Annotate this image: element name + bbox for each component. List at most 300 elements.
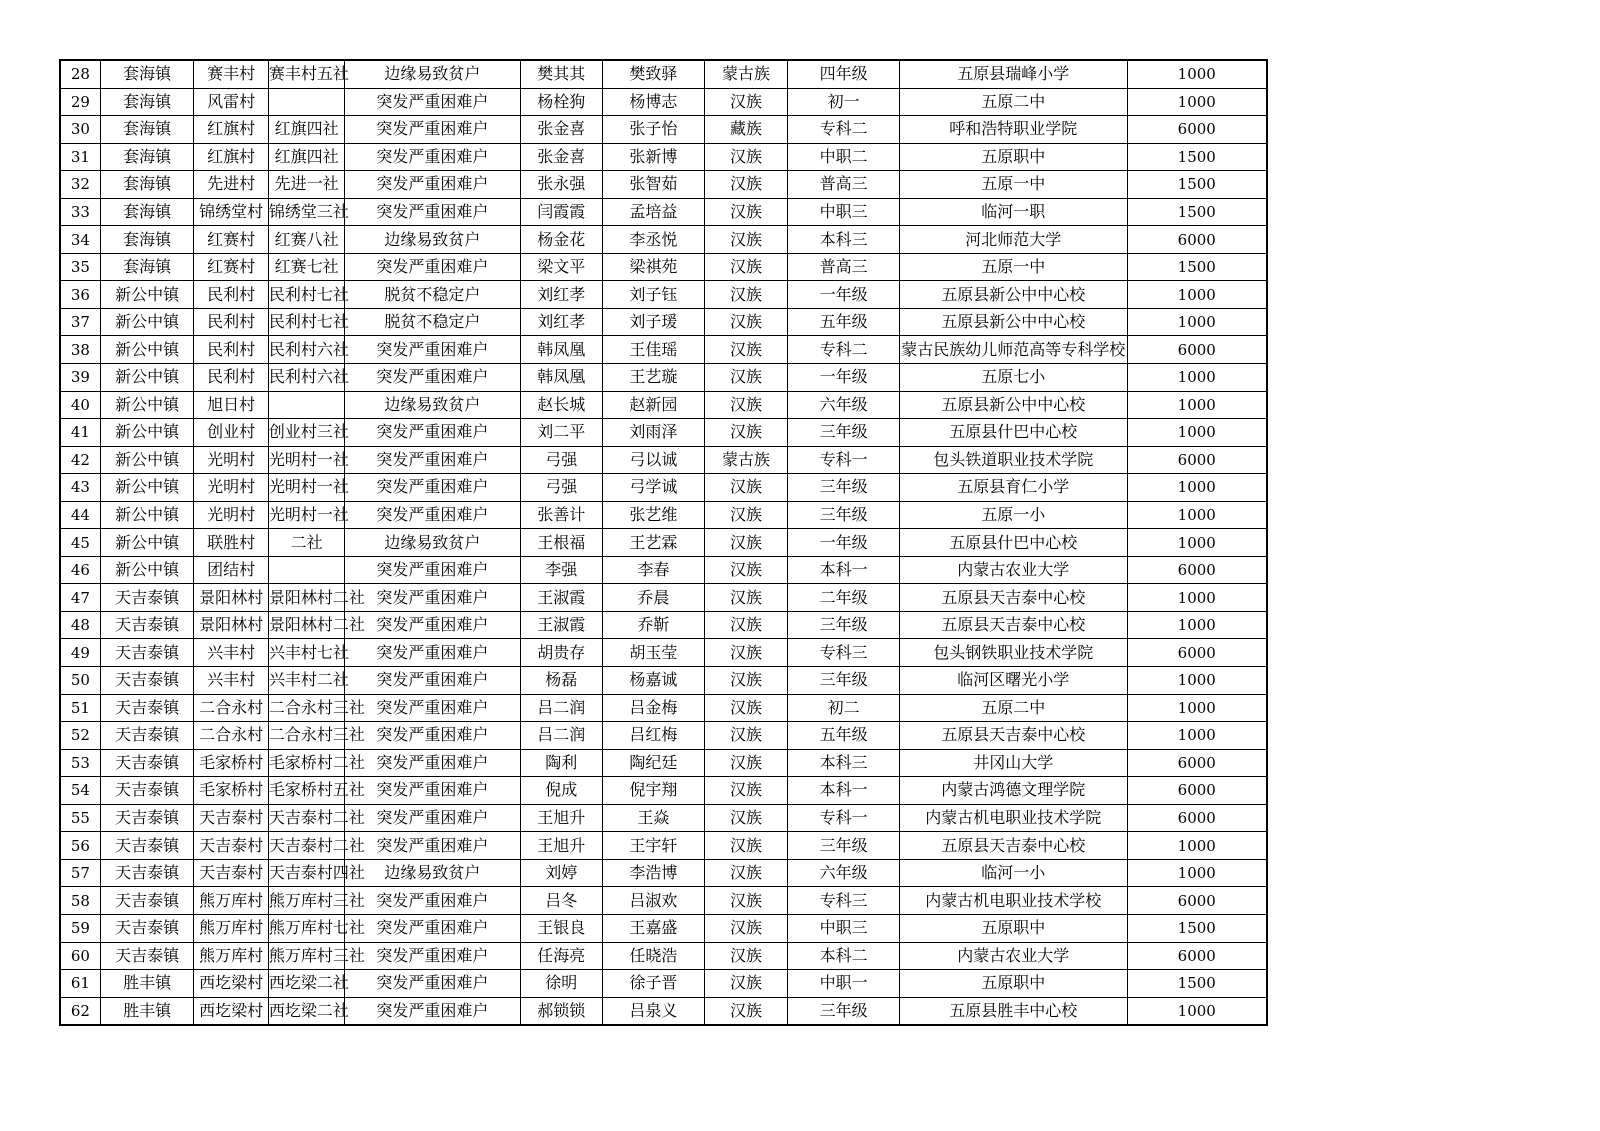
village-cell: 光明村: [194, 501, 268, 529]
table-row: [60, 226, 1267, 254]
grade-cell: 本科三: [788, 749, 900, 777]
household-type-cell: 突发严重困难户: [345, 887, 520, 915]
row-number-cell: 36: [60, 281, 100, 309]
grade-cell: 中职三: [788, 914, 900, 942]
row-number-cell: 53: [60, 749, 100, 777]
grade-cell: 三年级: [788, 501, 900, 529]
row-number-cell: 52: [60, 722, 100, 750]
student-name-cell: 乔靳: [603, 611, 705, 639]
ethnicity-cell: 汉族: [704, 942, 788, 970]
ethnicity-cell: 汉族: [704, 391, 788, 419]
village-cell: 熊万库村: [194, 942, 268, 970]
table-row: [60, 611, 1267, 639]
student-name-cell: 杨博志: [603, 88, 705, 116]
grade-cell: 本科三: [788, 226, 900, 254]
ethnicity-cell: 汉族: [704, 749, 788, 777]
student-name-cell: 弓学诚: [603, 474, 705, 502]
subsidy-amount-cell: 1000: [1127, 60, 1267, 88]
student-name-cell: 乔晨: [603, 584, 705, 612]
subsidy-amount-cell: 1000: [1127, 722, 1267, 750]
village-cell: 风雷村: [194, 88, 268, 116]
guardian-name-cell: 杨磊: [520, 667, 603, 695]
row-number-cell: 37: [60, 308, 100, 336]
town-cell: 天吉泰镇: [100, 667, 194, 695]
subsidy-amount-cell: 1000: [1127, 611, 1267, 639]
student-name-cell: 吕红梅: [603, 722, 705, 750]
household-type-cell: 突发严重困难户: [345, 777, 520, 805]
table-row: [60, 501, 1267, 529]
school-cell: 五原二中: [900, 88, 1128, 116]
town-cell: 天吉泰镇: [100, 611, 194, 639]
town-cell: 天吉泰镇: [100, 749, 194, 777]
student-name-cell: 王嘉盛: [603, 914, 705, 942]
subsidy-amount-cell: 6000: [1127, 804, 1267, 832]
row-number-cell: 31: [60, 143, 100, 171]
grade-cell: 专科二: [788, 116, 900, 144]
student-name-cell: 杨嘉诚: [603, 667, 705, 695]
table-row: [60, 308, 1267, 336]
school-cell: 五原县天吉泰中心校: [900, 722, 1128, 750]
village-cell: 红旗村: [194, 143, 268, 171]
ethnicity-cell: 汉族: [704, 253, 788, 281]
town-cell: 新公中镇: [100, 529, 194, 557]
ethnicity-cell: 汉族: [704, 419, 788, 447]
village-group-cell: 毛家桥村五社: [268, 777, 345, 805]
ethnicity-cell: 汉族: [704, 584, 788, 612]
village-cell: 创业村: [194, 419, 268, 447]
village-group-cell: 红赛八社: [268, 226, 345, 254]
subsidy-amount-cell: 1500: [1127, 253, 1267, 281]
town-cell: 胜丰镇: [100, 997, 194, 1025]
student-name-cell: 徐子晋: [603, 970, 705, 998]
grade-cell: 五年级: [788, 722, 900, 750]
row-number-cell: 33: [60, 198, 100, 226]
school-cell: 五原县新公中中心校: [900, 281, 1128, 309]
village-cell: 光明村: [194, 446, 268, 474]
household-type-cell: 边缘易致贫户: [345, 529, 520, 557]
town-cell: 套海镇: [100, 88, 194, 116]
ethnicity-cell: 汉族: [704, 887, 788, 915]
guardian-name-cell: 赵长城: [520, 391, 603, 419]
table-row: [60, 804, 1267, 832]
table-row: [60, 281, 1267, 309]
table-row: [60, 639, 1267, 667]
row-number-cell: 56: [60, 832, 100, 860]
grade-cell: 一年级: [788, 364, 900, 392]
table-body: [60, 60, 1267, 1025]
village-cell: 民利村: [194, 336, 268, 364]
table-row: [60, 832, 1267, 860]
row-number-cell: 62: [60, 997, 100, 1025]
grade-cell: 初二: [788, 694, 900, 722]
school-cell: 五原一中: [900, 253, 1128, 281]
town-cell: 天吉泰镇: [100, 887, 194, 915]
row-number-cell: 38: [60, 336, 100, 364]
guardian-name-cell: 韩凤凰: [520, 364, 603, 392]
village-group-cell: [268, 88, 345, 116]
village-group-cell: 二社: [268, 529, 345, 557]
school-cell: 五原县什巴中心校: [900, 419, 1128, 447]
village-cell: 熊万库村: [194, 914, 268, 942]
village-group-cell: 赛丰村五社: [268, 60, 345, 88]
student-name-cell: 李浩博: [603, 859, 705, 887]
subsidy-amount-cell: 1000: [1127, 584, 1267, 612]
grade-cell: 专科三: [788, 639, 900, 667]
school-cell: 河北师范大学: [900, 226, 1128, 254]
guardian-name-cell: 刘二平: [520, 419, 603, 447]
grade-cell: 普高三: [788, 253, 900, 281]
ethnicity-cell: 汉族: [704, 667, 788, 695]
ethnicity-cell: 汉族: [704, 832, 788, 860]
student-name-cell: 李丞悦: [603, 226, 705, 254]
table-row: [60, 143, 1267, 171]
ethnicity-cell: 汉族: [704, 529, 788, 557]
subsidy-amount-cell: 1500: [1127, 914, 1267, 942]
subsidy-amount-cell: 1000: [1127, 859, 1267, 887]
student-name-cell: 刘子瑗: [603, 308, 705, 336]
village-group-cell: 民利村六社: [268, 364, 345, 392]
village-cell: 天吉泰村: [194, 804, 268, 832]
town-cell: 天吉泰镇: [100, 639, 194, 667]
school-cell: 井冈山大学: [900, 749, 1128, 777]
village-group-cell: 锦绣堂三社: [268, 198, 345, 226]
ethnicity-cell: 汉族: [704, 859, 788, 887]
subsidy-amount-cell: 1000: [1127, 501, 1267, 529]
guardian-name-cell: 王根福: [520, 529, 603, 557]
row-number-cell: 40: [60, 391, 100, 419]
subsidy-amount-cell: 6000: [1127, 942, 1267, 970]
ethnicity-cell: 汉族: [704, 804, 788, 832]
ethnicity-cell: 汉族: [704, 501, 788, 529]
grade-cell: 三年级: [788, 419, 900, 447]
ethnicity-cell: 汉族: [704, 722, 788, 750]
subsidy-amount-cell: 6000: [1127, 777, 1267, 805]
village-group-cell: 红旗四社: [268, 143, 345, 171]
student-name-cell: 王佳瑶: [603, 336, 705, 364]
table-row: [60, 419, 1267, 447]
subsidy-amount-cell: 1500: [1127, 198, 1267, 226]
ethnicity-cell: 汉族: [704, 997, 788, 1025]
grade-cell: 本科二: [788, 942, 900, 970]
table-row: [60, 88, 1267, 116]
table-row: [60, 584, 1267, 612]
school-cell: 五原县天吉泰中心校: [900, 611, 1128, 639]
row-number-cell: 29: [60, 88, 100, 116]
household-type-cell: 突发严重困难户: [345, 804, 520, 832]
grade-cell: 本科一: [788, 777, 900, 805]
ethnicity-cell: 汉族: [704, 198, 788, 226]
subsidy-amount-cell: 1000: [1127, 391, 1267, 419]
school-cell: 五原县新公中中心校: [900, 391, 1128, 419]
student-name-cell: 梁祺苑: [603, 253, 705, 281]
town-cell: 新公中镇: [100, 281, 194, 309]
village-group-cell: 二合永村三社: [268, 694, 345, 722]
guardian-name-cell: 韩凤凰: [520, 336, 603, 364]
village-cell: 景阳林村: [194, 584, 268, 612]
village-cell: 团结村: [194, 556, 268, 584]
village-cell: 民利村: [194, 364, 268, 392]
student-name-cell: 吕泉义: [603, 997, 705, 1025]
school-cell: 五原一中: [900, 171, 1128, 199]
table-row: [60, 859, 1267, 887]
guardian-name-cell: 梁文平: [520, 253, 603, 281]
row-number-cell: 46: [60, 556, 100, 584]
town-cell: 套海镇: [100, 253, 194, 281]
guardian-name-cell: 吕二润: [520, 694, 603, 722]
village-group-cell: 天吉泰村二社: [268, 804, 345, 832]
row-number-cell: 57: [60, 859, 100, 887]
ethnicity-cell: 藏族: [704, 116, 788, 144]
town-cell: 套海镇: [100, 198, 194, 226]
grade-cell: 中职一: [788, 970, 900, 998]
village-cell: 二合永村: [194, 694, 268, 722]
ethnicity-cell: 汉族: [704, 914, 788, 942]
student-name-cell: 刘雨泽: [603, 419, 705, 447]
school-cell: 五原县瑞峰小学: [900, 60, 1128, 88]
student-name-cell: 张子怡: [603, 116, 705, 144]
town-cell: 天吉泰镇: [100, 804, 194, 832]
guardian-name-cell: 刘红孝: [520, 281, 603, 309]
guardian-name-cell: 郝锁锁: [520, 997, 603, 1025]
grade-cell: 普高三: [788, 171, 900, 199]
village-group-cell: 兴丰村七社: [268, 639, 345, 667]
village-cell: 锦绣堂村: [194, 198, 268, 226]
school-cell: 蒙古民族幼儿师范高等专科学校: [900, 336, 1128, 364]
household-type-cell: 突发严重困难户: [345, 611, 520, 639]
grade-cell: 六年级: [788, 391, 900, 419]
town-cell: 天吉泰镇: [100, 584, 194, 612]
subsidy-amount-cell: 1000: [1127, 997, 1267, 1025]
grade-cell: 三年级: [788, 667, 900, 695]
row-number-cell: 28: [60, 60, 100, 88]
student-name-cell: 任晓浩: [603, 942, 705, 970]
ethnicity-cell: 汉族: [704, 639, 788, 667]
subsidy-amount-cell: 6000: [1127, 446, 1267, 474]
village-group-cell: 光明村一社: [268, 501, 345, 529]
row-number-cell: 47: [60, 584, 100, 612]
village-cell: 毛家桥村: [194, 777, 268, 805]
school-cell: 内蒙古鸿德文理学院: [900, 777, 1128, 805]
ethnicity-cell: 汉族: [704, 308, 788, 336]
household-type-cell: 突发严重困难户: [345, 364, 520, 392]
village-group-cell: 光明村一社: [268, 446, 345, 474]
grade-cell: 专科三: [788, 887, 900, 915]
ethnicity-cell: 汉族: [704, 777, 788, 805]
town-cell: 天吉泰镇: [100, 859, 194, 887]
village-cell: 民利村: [194, 308, 268, 336]
guardian-name-cell: 李强: [520, 556, 603, 584]
ethnicity-cell: 汉族: [704, 556, 788, 584]
subsidy-amount-cell: 1500: [1127, 171, 1267, 199]
household-type-cell: 突发严重困难户: [345, 474, 520, 502]
town-cell: 新公中镇: [100, 391, 194, 419]
town-cell: 天吉泰镇: [100, 914, 194, 942]
village-cell: 红赛村: [194, 253, 268, 281]
grade-cell: 二年级: [788, 584, 900, 612]
school-cell: 五原七小: [900, 364, 1128, 392]
guardian-name-cell: 张金喜: [520, 116, 603, 144]
village-group-cell: 民利村七社: [268, 281, 345, 309]
table-row: [60, 887, 1267, 915]
grade-cell: 中职二: [788, 143, 900, 171]
ethnicity-cell: 汉族: [704, 970, 788, 998]
table-row: [60, 970, 1267, 998]
grade-cell: 三年级: [788, 474, 900, 502]
village-group-cell: 景阳林村二社: [268, 584, 345, 612]
row-number-cell: 44: [60, 501, 100, 529]
village-cell: 旭日村: [194, 391, 268, 419]
row-number-cell: 43: [60, 474, 100, 502]
subsidy-amount-cell: 1000: [1127, 694, 1267, 722]
guardian-name-cell: 闫霞霞: [520, 198, 603, 226]
town-cell: 天吉泰镇: [100, 777, 194, 805]
household-type-cell: 突发严重困难户: [345, 694, 520, 722]
school-cell: 五原县胜丰中心校: [900, 997, 1128, 1025]
household-type-cell: 突发严重困难户: [345, 639, 520, 667]
row-number-cell: 41: [60, 419, 100, 447]
household-type-cell: 突发严重困难户: [345, 116, 520, 144]
guardian-name-cell: 刘红孝: [520, 308, 603, 336]
student-name-cell: 张艺维: [603, 501, 705, 529]
guardian-name-cell: 王淑霞: [520, 611, 603, 639]
grade-cell: 专科二: [788, 336, 900, 364]
table-row: [60, 116, 1267, 144]
subsidy-amount-cell: 1000: [1127, 832, 1267, 860]
household-type-cell: 边缘易致贫户: [345, 226, 520, 254]
student-name-cell: 倪宇翔: [603, 777, 705, 805]
guardian-name-cell: 陶利: [520, 749, 603, 777]
row-number-cell: 58: [60, 887, 100, 915]
school-cell: 呼和浩特职业学院: [900, 116, 1128, 144]
town-cell: 天吉泰镇: [100, 694, 194, 722]
village-group-cell: 天吉泰村四社: [268, 859, 345, 887]
ethnicity-cell: 汉族: [704, 336, 788, 364]
household-type-cell: 突发严重困难户: [345, 556, 520, 584]
ethnicity-cell: 汉族: [704, 474, 788, 502]
school-cell: 包头钢铁职业技术学院: [900, 639, 1128, 667]
student-name-cell: 赵新园: [603, 391, 705, 419]
guardian-name-cell: 张永强: [520, 171, 603, 199]
town-cell: 天吉泰镇: [100, 722, 194, 750]
household-type-cell: 突发严重困难户: [345, 914, 520, 942]
subsidy-amount-cell: 1000: [1127, 88, 1267, 116]
table-row: [60, 364, 1267, 392]
table-row: [60, 667, 1267, 695]
household-type-cell: 突发严重困难户: [345, 832, 520, 860]
guardian-name-cell: 胡贵存: [520, 639, 603, 667]
subsidy-amount-cell: 6000: [1127, 336, 1267, 364]
row-number-cell: 54: [60, 777, 100, 805]
grade-cell: 本科一: [788, 556, 900, 584]
town-cell: 新公中镇: [100, 419, 194, 447]
subsidy-amount-cell: 1000: [1127, 667, 1267, 695]
grade-cell: 三年级: [788, 611, 900, 639]
town-cell: 新公中镇: [100, 501, 194, 529]
town-cell: 新公中镇: [100, 364, 194, 392]
village-group-cell: 西圪梁二社: [268, 997, 345, 1025]
table-row: [60, 942, 1267, 970]
subsidy-amount-cell: 1500: [1127, 143, 1267, 171]
school-cell: 五原一小: [900, 501, 1128, 529]
village-cell: 西圪梁村: [194, 997, 268, 1025]
village-cell: 红旗村: [194, 116, 268, 144]
guardian-name-cell: 张金喜: [520, 143, 603, 171]
ethnicity-cell: 蒙古族: [704, 446, 788, 474]
student-name-cell: 王艺霖: [603, 529, 705, 557]
table-row: [60, 336, 1267, 364]
village-group-cell: 红赛七社: [268, 253, 345, 281]
table-row: [60, 529, 1267, 557]
town-cell: 新公中镇: [100, 556, 194, 584]
village-cell: 兴丰村: [194, 639, 268, 667]
student-name-cell: 孟培益: [603, 198, 705, 226]
school-cell: 内蒙古机电职业技术学院: [900, 804, 1128, 832]
household-type-cell: 边缘易致贫户: [345, 391, 520, 419]
school-cell: 五原县天吉泰中心校: [900, 584, 1128, 612]
village-group-cell: 民利村六社: [268, 336, 345, 364]
school-cell: 临河区曙光小学: [900, 667, 1128, 695]
guardian-name-cell: 杨金花: [520, 226, 603, 254]
row-number-cell: 48: [60, 611, 100, 639]
school-cell: 五原职中: [900, 914, 1128, 942]
school-cell: 临河一小: [900, 859, 1128, 887]
school-cell: 五原职中: [900, 143, 1128, 171]
row-number-cell: 30: [60, 116, 100, 144]
grade-cell: 五年级: [788, 308, 900, 336]
school-cell: 五原县新公中中心校: [900, 308, 1128, 336]
town-cell: 套海镇: [100, 143, 194, 171]
subsidy-amount-cell: 6000: [1127, 226, 1267, 254]
school-cell: 五原职中: [900, 970, 1128, 998]
guardian-name-cell: 王旭升: [520, 804, 603, 832]
school-cell: 五原县天吉泰中心校: [900, 832, 1128, 860]
village-cell: 红赛村: [194, 226, 268, 254]
ethnicity-cell: 蒙古族: [704, 60, 788, 88]
village-cell: 兴丰村: [194, 667, 268, 695]
school-cell: 临河一职: [900, 198, 1128, 226]
village-cell: 天吉泰村: [194, 859, 268, 887]
subsidy-amount-cell: 6000: [1127, 556, 1267, 584]
table-row: [60, 474, 1267, 502]
household-type-cell: 突发严重困难户: [345, 253, 520, 281]
household-type-cell: 突发严重困难户: [345, 501, 520, 529]
table-row: [60, 997, 1267, 1025]
village-cell: 景阳林村: [194, 611, 268, 639]
village-group-cell: 创业村三社: [268, 419, 345, 447]
student-name-cell: 王焱: [603, 804, 705, 832]
town-cell: 新公中镇: [100, 308, 194, 336]
guardian-name-cell: 樊其其: [520, 60, 603, 88]
grade-cell: 中职三: [788, 198, 900, 226]
household-type-cell: 突发严重困难户: [345, 446, 520, 474]
guardian-name-cell: 王旭升: [520, 832, 603, 860]
household-type-cell: 边缘易致贫户: [345, 60, 520, 88]
village-cell: 毛家桥村: [194, 749, 268, 777]
guardian-name-cell: 王银良: [520, 914, 603, 942]
row-number-cell: 59: [60, 914, 100, 942]
student-name-cell: 王艺璇: [603, 364, 705, 392]
table-row: [60, 391, 1267, 419]
table-row: [60, 694, 1267, 722]
ethnicity-cell: 汉族: [704, 694, 788, 722]
village-group-cell: 天吉泰村二社: [268, 832, 345, 860]
village-cell: 光明村: [194, 474, 268, 502]
table-row: [60, 556, 1267, 584]
student-name-cell: 樊致驿: [603, 60, 705, 88]
village-group-cell: 熊万库村三社: [268, 942, 345, 970]
ethnicity-cell: 汉族: [704, 364, 788, 392]
subsidy-amount-cell: 1000: [1127, 308, 1267, 336]
